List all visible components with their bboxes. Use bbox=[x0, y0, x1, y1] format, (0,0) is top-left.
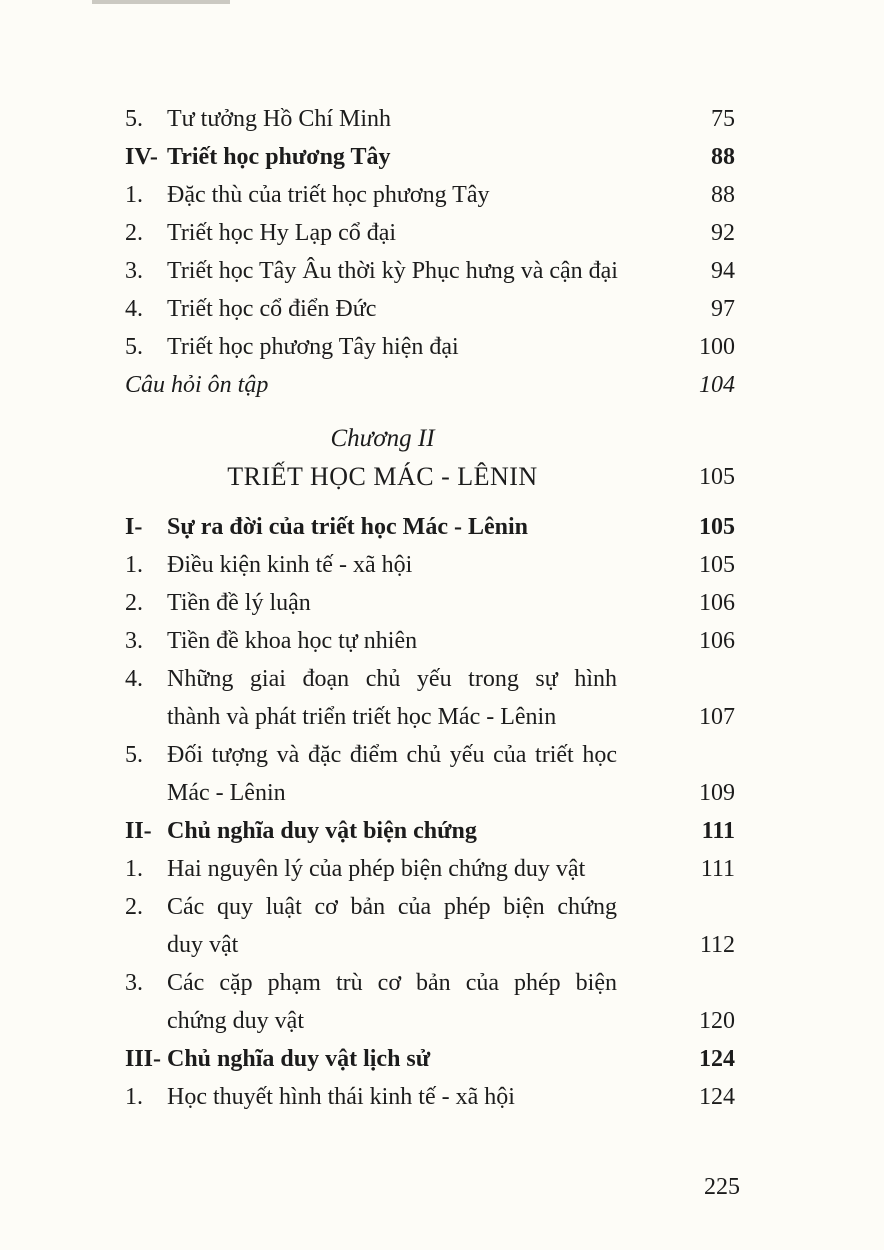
toc-entry-title bbox=[167, 328, 617, 366]
toc-entry-line: Triết học cổ điển Đức bbox=[167, 296, 377, 322]
toc-row bbox=[125, 888, 735, 964]
toc-entry-line: Tiền đề lý luận bbox=[167, 590, 311, 616]
chapter-heading-block bbox=[125, 420, 735, 496]
toc-entry-title bbox=[167, 1078, 617, 1116]
toc-entry-line: Chủ nghĩa duy vật biện chứng bbox=[167, 818, 477, 844]
toc-entry-line: Tiền đề khoa học tự nhiên bbox=[167, 628, 418, 654]
toc-entry-line: Đặc thù của triết học phương Tây bbox=[167, 182, 490, 208]
toc-entry-page: 112 bbox=[699, 932, 735, 958]
toc-entry-page: 92 bbox=[711, 220, 735, 246]
toc-entry-title bbox=[167, 622, 617, 660]
toc-entry-title bbox=[167, 964, 617, 1040]
toc-entry-page: 88 bbox=[711, 144, 735, 170]
toc-entry-title bbox=[167, 252, 617, 290]
toc-entry-number: 3. bbox=[125, 970, 143, 996]
toc-entry-line: Triết học Tây Âu thời kỳ Phục hưng và cận đại bbox=[167, 258, 618, 284]
toc-section-1 bbox=[125, 100, 735, 404]
toc-row bbox=[125, 252, 735, 290]
toc-entry-line: Câu hỏi ôn tập bbox=[125, 372, 269, 398]
toc-entry-page: 107 bbox=[699, 704, 735, 730]
toc-entry-page: 106 bbox=[699, 590, 735, 616]
toc-entry-line: Tư tưởng Hồ Chí Minh bbox=[167, 106, 392, 132]
toc-entry-page: 124 bbox=[699, 1084, 735, 1110]
toc-entry-line: Mác - Lênin bbox=[167, 780, 286, 806]
toc-row bbox=[125, 214, 735, 252]
toc-row bbox=[125, 1040, 735, 1078]
toc-entry-line: thành và phát triển triết học Mác - Lênin bbox=[167, 704, 557, 730]
toc-row bbox=[125, 622, 735, 660]
toc-entry-number: 1. bbox=[125, 1084, 143, 1110]
toc-entry-number: 2. bbox=[125, 220, 143, 246]
scan-artifact bbox=[92, 0, 230, 4]
toc-row bbox=[125, 850, 735, 888]
toc-entry-number: 3. bbox=[125, 258, 143, 284]
toc-entry-page: 105 bbox=[699, 514, 735, 540]
toc-row bbox=[125, 660, 735, 736]
toc-entry-page: 88 bbox=[711, 182, 735, 208]
toc-entry-line: duy vật bbox=[167, 932, 239, 958]
toc-entry-line: Chủ nghĩa duy vật lịch sử bbox=[167, 1046, 431, 1072]
toc-entry-number: 4. bbox=[125, 296, 143, 322]
toc-entry-title bbox=[167, 888, 617, 964]
toc-entry-number: 1. bbox=[125, 856, 143, 882]
chapter-title-row bbox=[125, 458, 735, 496]
toc-entry-title bbox=[167, 546, 617, 584]
toc-entry-number: I- bbox=[125, 514, 143, 540]
toc-entry-page: 75 bbox=[711, 106, 735, 132]
toc-entry-page: 106 bbox=[699, 628, 735, 654]
toc-entry-line: Triết học phương Tây bbox=[167, 144, 391, 170]
toc-entry-line: Điều kiện kinh tế - xã hội bbox=[167, 552, 413, 578]
toc-row bbox=[125, 964, 735, 1040]
toc-entry-line: Các cặp phạm trù cơ bản của phép biện bbox=[167, 970, 617, 996]
toc-entry-title bbox=[167, 736, 617, 812]
toc-entry-page: 105 bbox=[699, 552, 735, 578]
toc-entry-title bbox=[167, 1040, 617, 1078]
toc-entry-title bbox=[167, 138, 617, 176]
toc-entry-page: 104 bbox=[699, 372, 735, 398]
toc-entry-number: 3. bbox=[125, 628, 143, 654]
toc-entry-number: 1. bbox=[125, 552, 143, 578]
toc-row bbox=[125, 546, 735, 584]
toc-entry-number: IV- bbox=[125, 144, 158, 170]
toc-entry-title bbox=[167, 812, 617, 850]
toc-entry-number: 5. bbox=[125, 106, 143, 132]
toc-entry-page: 124 bbox=[699, 1046, 735, 1072]
toc-entry-line: Đối tượng và đặc điểm chủ yếu của triết học bbox=[167, 742, 617, 768]
toc-entry-line: Triết học Hy Lạp cổ đại bbox=[167, 220, 397, 246]
toc-entry-page: 97 bbox=[711, 296, 735, 322]
toc-row bbox=[125, 508, 735, 546]
toc-entry-page: 111 bbox=[701, 818, 735, 844]
toc-entry-number: 5. bbox=[125, 334, 143, 360]
toc-row bbox=[125, 176, 735, 214]
toc-entry-title bbox=[167, 584, 617, 622]
toc-row bbox=[125, 366, 735, 404]
toc-entry-page: 100 bbox=[699, 334, 735, 360]
toc-entry-title bbox=[167, 660, 617, 736]
toc-entry-line: Triết học phương Tây hiện đại bbox=[167, 334, 459, 360]
toc-entry-number: 5. bbox=[125, 742, 143, 768]
toc-entry-line: chứng duy vật bbox=[167, 1008, 304, 1034]
toc-row bbox=[125, 812, 735, 850]
toc-entry-page: 120 bbox=[699, 1008, 735, 1034]
toc-entry-title bbox=[125, 366, 617, 404]
toc-entry-number: II- bbox=[125, 818, 152, 844]
toc-entry-title bbox=[167, 176, 617, 214]
toc-row bbox=[125, 1078, 735, 1116]
toc-entry-title bbox=[167, 290, 617, 328]
toc-entry-number: III- bbox=[125, 1046, 162, 1072]
toc-entry-title bbox=[167, 214, 617, 252]
chapter-title: TRIẾT HỌC MÁC - LÊNIN bbox=[227, 462, 538, 491]
toc-entry-line: Sự ra đời của triết học Mác - Lênin bbox=[167, 514, 528, 540]
toc-row bbox=[125, 100, 735, 138]
toc-entry-number: 2. bbox=[125, 590, 143, 616]
chapter-label: Chương II bbox=[330, 425, 435, 452]
toc-row bbox=[125, 290, 735, 328]
toc-entry-number: 1. bbox=[125, 182, 143, 208]
toc-entry-page: 109 bbox=[699, 780, 735, 806]
chapter-page-number: 105 bbox=[699, 464, 735, 490]
toc-entry-page: 94 bbox=[711, 258, 735, 284]
toc-entry-title bbox=[167, 850, 617, 888]
toc-entry-title bbox=[167, 508, 617, 546]
toc-entry-line: Các quy luật cơ bản của phép biện chứng bbox=[167, 894, 617, 920]
toc-entry-line: Học thuyết hình thái kinh tế - xã hội bbox=[167, 1084, 515, 1110]
toc-section-2 bbox=[125, 508, 735, 1116]
toc-entry-title bbox=[167, 100, 617, 138]
toc-row bbox=[125, 736, 735, 812]
toc-entry-line: Những giai đoạn chủ yếu trong sự hình bbox=[167, 666, 617, 692]
toc-row bbox=[125, 328, 735, 366]
toc-entry-line: Hai nguyên lý của phép biện chứng duy vật bbox=[167, 856, 586, 882]
toc-entry-number: 4. bbox=[125, 666, 143, 692]
toc-entry-page: 111 bbox=[700, 856, 735, 882]
toc-row bbox=[125, 138, 735, 176]
table-of-contents bbox=[125, 100, 735, 1116]
toc-row bbox=[125, 584, 735, 622]
toc-entry-number: 2. bbox=[125, 894, 143, 920]
page-number: 225 bbox=[704, 1174, 740, 1200]
